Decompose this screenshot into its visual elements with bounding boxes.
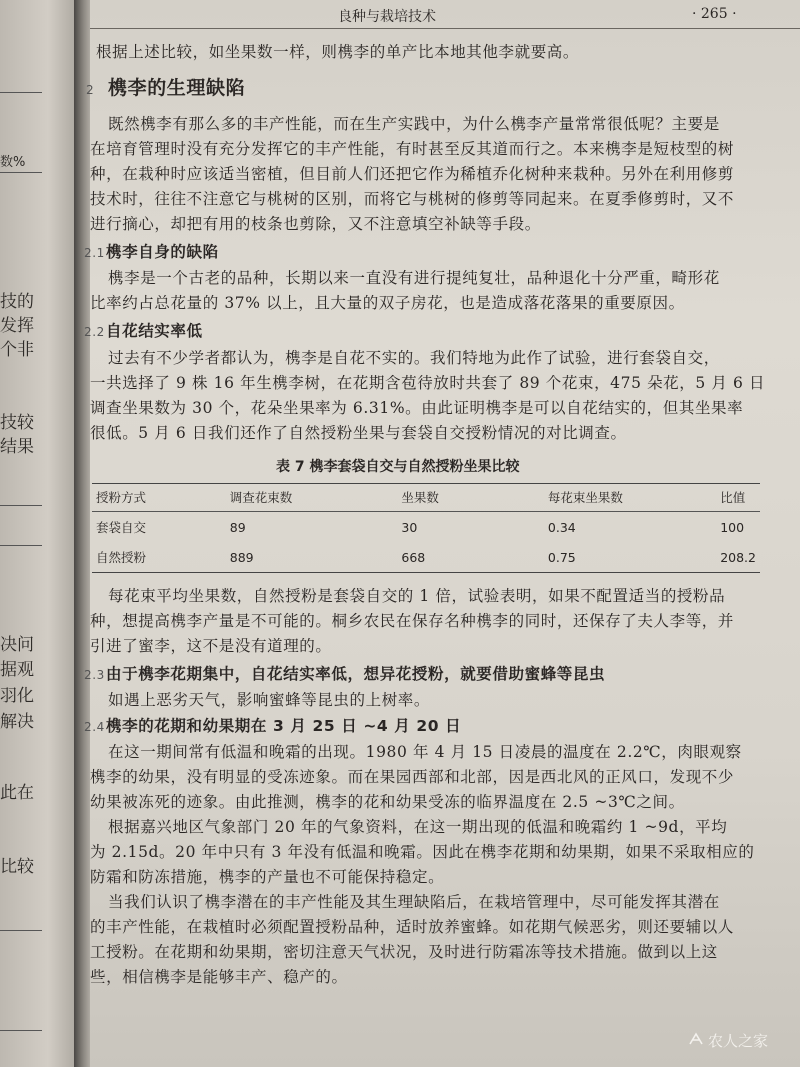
table-header-cell: 授粉方式: [96, 490, 147, 505]
para-line: 些，相信槜李是能够丰产、稳产的。: [90, 968, 348, 986]
section-number: 2: [86, 83, 95, 97]
para-line: 比率约占总花量的 37% 以上，且大量的双子房花，也是造成落花落果的重要原因。: [90, 294, 685, 312]
para-line: 当我们认识了槜李潜在的丰产性能及其生理缺陷后，在栽培管理中，尽可能发挥其潜在: [108, 893, 720, 911]
main-page: [84, 0, 800, 1067]
table-row: [92, 542, 760, 573]
para-line: 过去有不少学者都认为，槜李是自花不实的。我们特地为此作了试验，进行套袋自交，: [108, 349, 720, 367]
table-row: [92, 512, 760, 543]
para-line: 工授粉。在花期和幼果期，密切注意天气状况，及时进行防霜冻等技术措施。做到以上这: [90, 943, 718, 961]
subsection-number: 2.4: [84, 720, 105, 734]
table-cell: 208.2: [720, 549, 756, 565]
left-page-rule: [0, 545, 42, 546]
left-facing-page: [0, 0, 80, 1067]
para-line: 根据嘉兴地区气象部门 20 年的气象资料，在这一期出现的低温和晚霜约 1 ~9d，平均: [108, 818, 728, 836]
para-line: 很低。5 月 6 日我们还作了自然授粉坐果与套袋自交授粉情况的对比调查。: [90, 424, 627, 442]
subsection-heading-2-1: [84, 240, 219, 265]
watermark-logo-icon: [688, 1032, 704, 1050]
subsection-title: 由于槜李花期集中，自花结实率低，想异花授粉，就要借助蜜蜂等昆虫: [106, 665, 606, 683]
table-cell: 668: [401, 549, 426, 565]
table-header-cell: 每花束坐果数: [547, 490, 623, 505]
section-para-line: 既然槜李有那么多的丰产性能，而在生产实践中，为什么槜李产量常常很低呢？主要是: [108, 115, 720, 133]
table-cell: 0.75: [547, 549, 576, 565]
subsection-heading-2-3: [84, 662, 605, 687]
para-line: 防霜和防冻措施，槜李的产量也不可能保持稳定。: [90, 868, 445, 886]
section-para-line: 在培育管理时没有充分发挥它的丰产性能，有时甚至反其道而行之。本来槜李是短枝型的树: [90, 140, 735, 158]
left-page-rule: [0, 92, 42, 93]
table-header-cell: 比值: [720, 490, 746, 505]
table-cell: 套袋自交: [96, 520, 147, 535]
para-line: 一共选择了 9 株 16 年生槜李树，在花期含苞待放时共套了 89 个花束，475 朵花，5 月 6 日: [90, 374, 766, 392]
para-line: 幼果被冻死的迹象。由此推测，槜李的花和幼果受冻的临界温度在 2.5 ~3℃之间。: [90, 793, 685, 811]
subsection-title: 自花结实率低: [106, 322, 203, 340]
left-page-fragment: 技较: [0, 413, 34, 433]
para-line: 在这一期间常有低温和晚霜的出现。1980 年 4 月 15 日凌晨的温度在 2.2℃，肉眼观察: [108, 743, 742, 761]
subsection-number: 2.1: [84, 246, 105, 260]
left-page-fragment: 解决: [0, 712, 34, 732]
subsection-title: 槜李自身的缺陷: [106, 243, 219, 261]
table-cell: 30: [401, 519, 418, 535]
table-cell: 889: [229, 549, 254, 565]
section-heading: [86, 76, 245, 102]
table-cell: 自然授粉: [96, 550, 147, 565]
para-line: 的丰产性能，在栽植时必须配置授粉品种，适时放养蜜蜂。如花期气候恶劣，则还要辅以人: [90, 918, 735, 936]
para-line: 为 2.15d。20 年中只有 3 年没有低温和晚霜。因此在槜李花期和幼果期，如果不采取相应的: [90, 843, 755, 861]
left-page-fragment: 结果: [0, 437, 34, 457]
running-head: 良种与栽培技术: [338, 9, 436, 25]
para-line: 槜李的幼果，没有明显的受冻迹象。而在果园西部和北部，因是西北风的正风口，发现不少: [90, 768, 735, 786]
left-page-fragment: 技的: [0, 292, 34, 312]
section-para-line: 技术时，往往不注意它与桃树的区别，而将它与桃树的修剪等同起来。在夏季修剪时，又不: [90, 190, 735, 208]
subsection-heading-2-2: [84, 319, 203, 344]
intro-line: 根据上述比较，如坐果数一样，则槜李的单产比本地其他李就要高。: [96, 43, 580, 61]
watermark-text: 农人之家: [708, 1032, 769, 1050]
comparison-table: [92, 483, 760, 573]
left-page-fragment: 发挥: [0, 316, 34, 336]
left-page-fragment: 羽化: [0, 686, 34, 706]
table-cell: 0.34: [547, 519, 576, 535]
table-header-row: [92, 484, 760, 512]
left-page-fragment: 个非: [0, 340, 34, 360]
para-line: 如遇上恶劣天气，影响蜜蜂等昆虫的上树率。: [108, 691, 431, 709]
left-page-fragment: 据观: [0, 660, 34, 680]
section-para-line: 进行摘心，却把有用的枝条也剪除，又不注意填空补缺等手段。: [90, 215, 541, 233]
subsection-heading-2-4: [84, 714, 461, 739]
left-page-rule: [0, 1030, 42, 1031]
subsection-number: 2.3: [84, 668, 105, 682]
left-page-fragment: 决问: [0, 635, 34, 655]
subsection-number: 2.2: [84, 325, 105, 339]
table-cell: 100: [720, 519, 745, 535]
table-header-cell: 调查花束数: [229, 490, 293, 505]
header-rule: [90, 28, 800, 29]
subsection-title: 槜李的花期和幼果期在 3 月 25 日 ~4 月 20 日: [106, 717, 462, 735]
left-page-fragment: 数%: [0, 155, 26, 170]
watermark: [688, 1030, 768, 1051]
table-caption: 表 7 槜李套袋自交与自然授粉坐果比较: [276, 459, 520, 475]
page-number: · 265 ·: [692, 6, 737, 22]
para-line: 种，想提高槜李产量是不可能的。桐乡农民在保存名种槜李的同时，还保存了夫人李等，并: [90, 612, 735, 630]
para-line: 调查坐果数为 30 个，花朵坐果率为 6.31%。由此证明槜李是可以自花结实的，但其坐果率: [90, 399, 744, 417]
left-page-fragment: 比较: [0, 857, 34, 877]
left-page-fragment: 此在: [0, 783, 34, 803]
para-line: 槜李是一个古老的品种，长期以来一直没有进行提纯复壮，品种退化十分严重，畸形花: [108, 269, 720, 287]
para-line: 每花束平均坐果数，自然授粉是套袋自交的 1 倍，试验表明，如果不配置适当的授粉品: [108, 587, 726, 605]
left-page-rule: [0, 172, 42, 173]
para-line: 引进了蜜李，这不是没有道理的。: [90, 637, 332, 655]
table-cell: 89: [229, 519, 246, 535]
section-para-line: 种，在栽种时应该适当密植，但目前人们还把它作为稀植乔化树种来栽种。另外在利用修剪: [90, 165, 735, 183]
section-title: 槜李的生理缺陷: [108, 77, 246, 99]
left-page-rule: [0, 505, 42, 506]
table-header-cell: 坐果数: [401, 490, 439, 505]
left-page-rule: [0, 930, 42, 931]
